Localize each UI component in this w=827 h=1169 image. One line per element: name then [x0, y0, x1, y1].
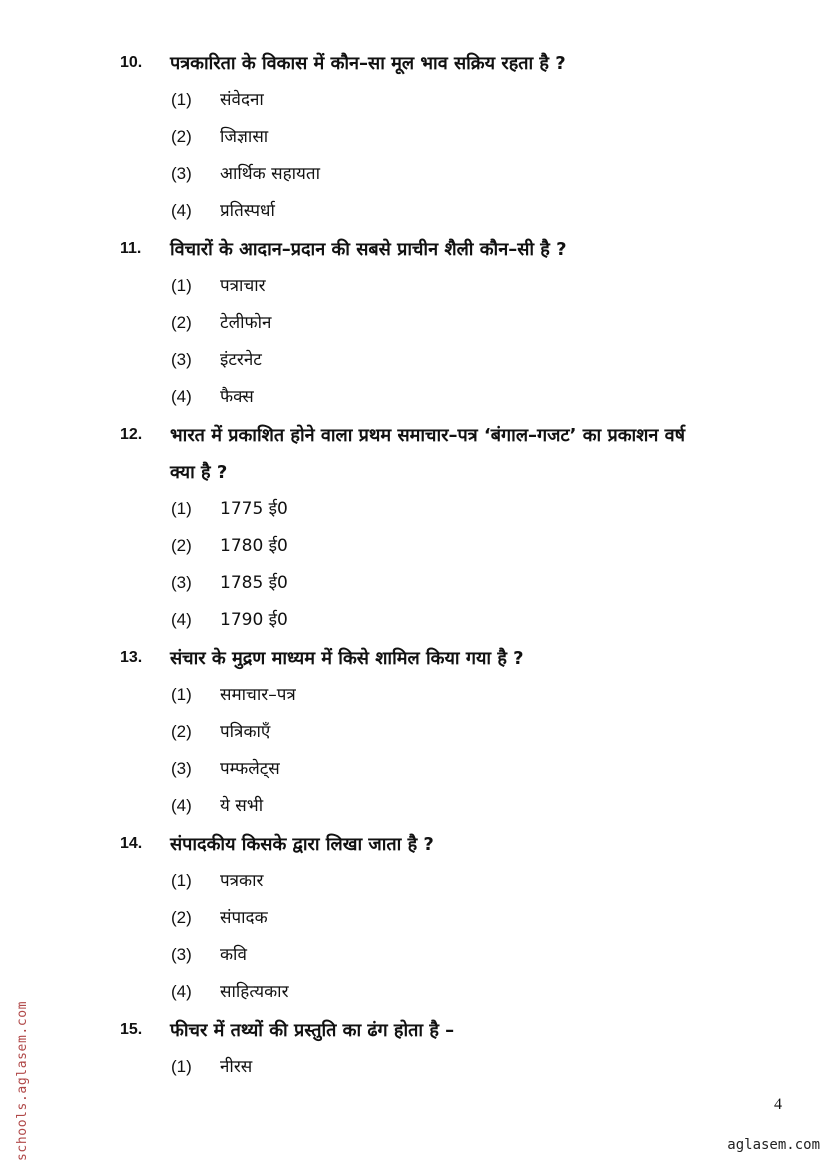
option-text: 1785 ई0: [220, 573, 288, 593]
option-number: (2): [171, 127, 192, 146]
option-text: पम्फलेट्स: [220, 759, 280, 779]
option-text: संपादक: [220, 908, 268, 928]
option-number: (3): [171, 573, 192, 592]
option-number: (2): [171, 536, 192, 555]
option-text: प्रतिस्पर्धा: [220, 201, 275, 221]
option-number: (3): [171, 945, 192, 964]
option: [0, 605, 827, 635]
option: [0, 308, 827, 338]
option: [0, 122, 827, 152]
option: [0, 940, 827, 970]
option: [0, 531, 827, 561]
option: [0, 85, 827, 115]
option: [0, 159, 827, 189]
option: [0, 494, 827, 524]
option-number: (3): [171, 350, 192, 369]
option: [0, 1052, 827, 1082]
option: [0, 382, 827, 412]
option: [0, 866, 827, 896]
question-number: 11.: [120, 240, 142, 257]
option-text: साहित्यकार: [220, 982, 289, 1002]
option-number: (1): [171, 1057, 192, 1076]
option-text: इंटरनेट: [220, 350, 262, 370]
option: [0, 568, 827, 598]
page-number: 4: [774, 1096, 782, 1113]
option: [0, 754, 827, 784]
side-watermark: schools.aglasem.com: [15, 1000, 30, 1161]
question-number: 14.: [120, 835, 143, 852]
option-number: (4): [171, 610, 192, 629]
option-number: (1): [171, 685, 192, 704]
option: [0, 977, 827, 1007]
question-number: 15.: [120, 1021, 143, 1038]
option-number: (4): [171, 387, 192, 406]
question-text: पत्रकारिता के विकास में कौन–सा मूल भाव सक्रिय रहता है ?: [170, 53, 566, 74]
option-text: जिज्ञासा: [220, 127, 269, 147]
question-text: फीचर में तथ्यों की प्रस्तुति का ढंग होता है –: [170, 1020, 455, 1041]
option-text: ये सभी: [220, 796, 264, 816]
option-text: पत्रिकाएँ: [220, 722, 271, 742]
question-number: 12.: [120, 426, 143, 443]
option-number: (3): [171, 164, 192, 183]
option-text: आर्थिक सहायता: [220, 164, 320, 184]
option-text: समाचार–पत्र: [220, 685, 296, 705]
option-number: (2): [171, 313, 192, 332]
question-text: भारत में प्रकाशित होने वाला प्रथम समाचार–पत्र ‘बंगाल–गजट’ का प्रकाशन वर्ष क्या है ?: [170, 425, 686, 483]
question-number: 13.: [120, 649, 143, 666]
option-number: (1): [171, 499, 192, 518]
option-number: (2): [171, 908, 192, 927]
option: [0, 680, 827, 710]
question-text: विचारों के आदान–प्रदान की सबसे प्राचीन शैली कौन–सी है ?: [170, 239, 567, 260]
option-number: (3): [171, 759, 192, 778]
option-number: (1): [171, 871, 192, 890]
option-number: (1): [171, 276, 192, 295]
option: [0, 345, 827, 375]
footer-site-text: aglasem.com: [727, 1137, 820, 1153]
option-number: (4): [171, 796, 192, 815]
option: [0, 717, 827, 747]
option: [0, 271, 827, 301]
option-number: (4): [171, 982, 192, 1001]
option-text: 1775 ई0: [220, 499, 288, 519]
question-number: 10.: [120, 54, 143, 71]
option-text: कवि: [220, 945, 247, 965]
option-text: नीरस: [220, 1057, 253, 1077]
option-text: संवेदना: [220, 90, 264, 110]
question-text: संपादकीय किसके द्वारा लिखा जाता है ?: [170, 834, 434, 855]
option-number: (2): [171, 722, 192, 741]
option-text: पत्राचार: [220, 276, 266, 296]
option-text: 1790 ई0: [220, 610, 288, 630]
option-text: टेलीफोन: [220, 313, 272, 333]
option-text: 1780 ई0: [220, 536, 288, 556]
option-text: फैक्स: [220, 387, 254, 407]
option: [0, 791, 827, 821]
option-text: पत्रकार: [220, 871, 264, 891]
option: [0, 903, 827, 933]
option: [0, 196, 827, 226]
question-text: संचार के मुद्रण माध्यम में किसे शामिल किया गया है ?: [170, 648, 524, 669]
option-number: (4): [171, 201, 192, 220]
option-number: (1): [171, 90, 192, 109]
